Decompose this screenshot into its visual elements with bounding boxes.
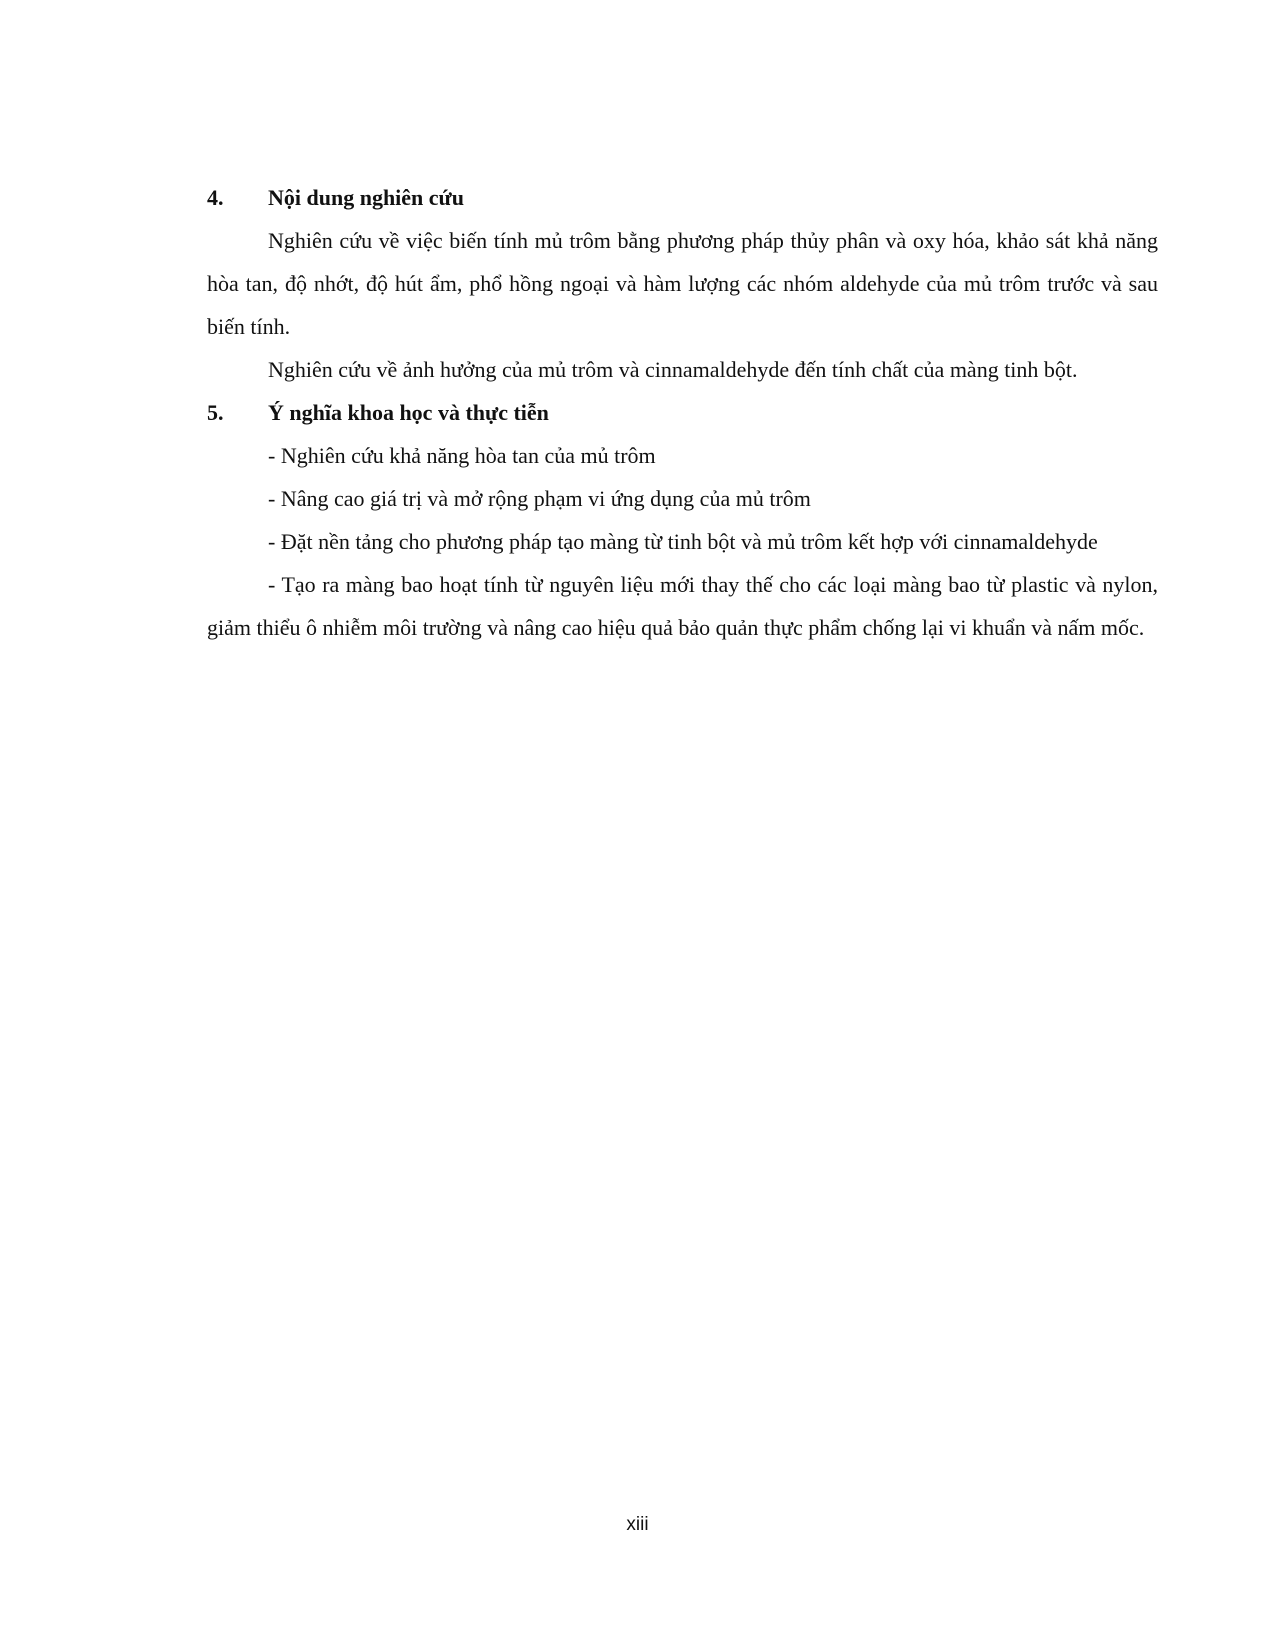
bullet-item: - Nâng cao giá trị và mở rộng phạm vi ứng dụng của mủ trôm xyxy=(268,486,811,511)
section-number: 5. xyxy=(207,400,224,425)
section-title: Nội dung nghiên cứu xyxy=(268,185,464,210)
bullet-item: - Nghiên cứu khả năng hòa tan của mủ trôm xyxy=(268,443,656,468)
section-number: 4. xyxy=(207,185,224,210)
bullet-item: - Đặt nền tảng cho phương pháp tạo màng từ tinh bột và mủ trôm kết hợp với cinnamaldehyde xyxy=(268,529,1098,554)
bullet-item: - Tạo ra màng bao hoạt tính từ nguyên liệu mới thay thế cho các loại màng bao từ plastic và nylon, giảm thiểu ô nhiễm môi trường và nâng cao hiệu quả bảo quản thực phẩm chống lại vi khuẩn và nấm mốc. xyxy=(207,572,1158,640)
paragraph: Nghiên cứu về việc biến tính mủ trôm bằng phương pháp thủy phân và oxy hóa, khảo sát khả năng hòa tan, độ nhớt, độ hút ẩm, phổ hồng ngoại và hàm lượng các nhóm aldehyde của mủ trôm trước và sau biến tính. xyxy=(207,228,1158,339)
paragraph: Nghiên cứu về ảnh hưởng của mủ trôm và cinnamaldehyde đến tính chất của màng tinh bột. xyxy=(268,357,1078,382)
page-body xyxy=(207,176,1158,649)
section-heading xyxy=(207,176,1158,219)
page-number: xiii xyxy=(626,1514,649,1535)
section-title: Ý nghĩa khoa học và thực tiễn xyxy=(268,400,549,425)
section-heading xyxy=(207,391,1158,434)
